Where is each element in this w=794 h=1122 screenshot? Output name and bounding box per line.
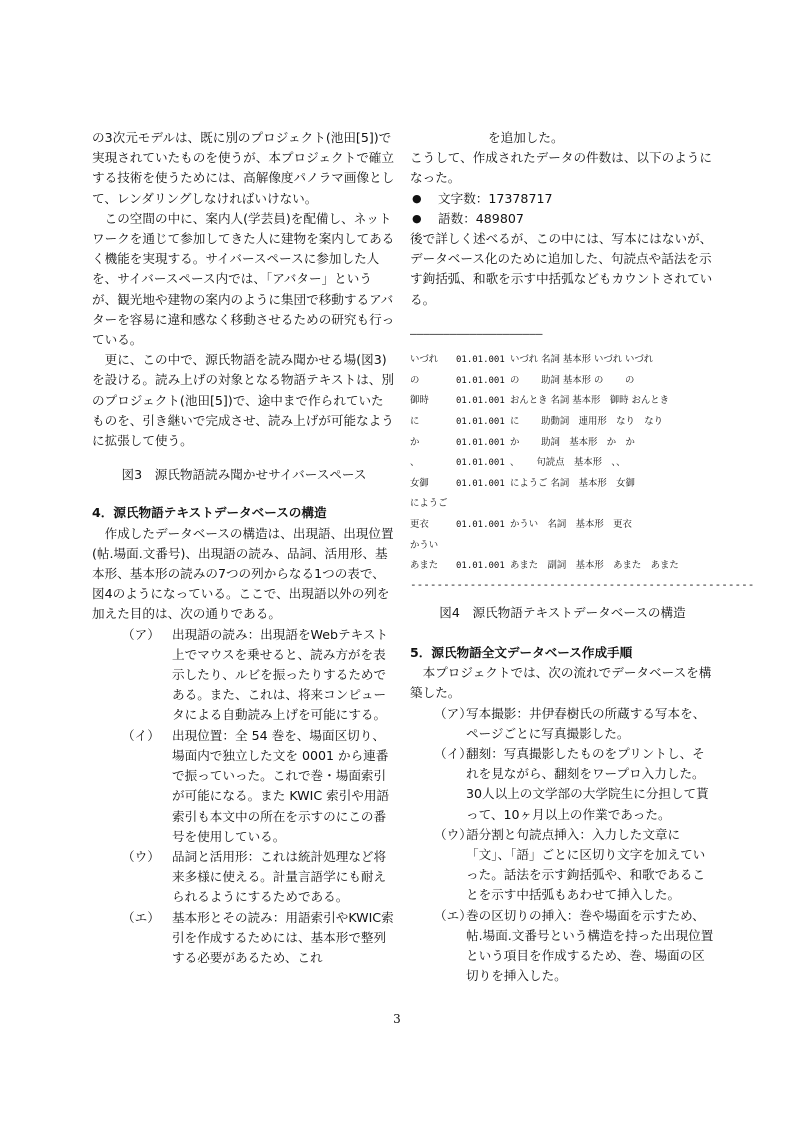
table-cell-position: 01.01.001 (456, 355, 505, 366)
table-cell-position: 01.01.001 (456, 396, 505, 407)
list-text: 品詞と活用形：これは統計処理など将来多様に使える。計量言語学にも耐えられるようにするためである。 (172, 848, 387, 905)
list-item (92, 726, 396, 847)
table-cell-attributes: おんとき 名詞 基本形 御時 おんとき (510, 395, 669, 407)
figure4-caption: 図4 源氏物語テキストデータベースの構造 (439, 604, 686, 620)
list-marker: （ア） (122, 626, 160, 642)
table-row (410, 556, 679, 577)
database-structure-table (410, 350, 679, 577)
table-cell-word: 、 (410, 457, 420, 469)
table-row (410, 515, 679, 536)
list-item (92, 625, 396, 726)
table-cell-position: 01.01.001 (456, 519, 505, 530)
section4-heading: 4．源氏物語テキストデータベースの構造 (92, 505, 327, 521)
paragraph: 後で詳しく述べるが、この中には、写本にはないが、データベース化のために追加した、句読点や話法を示す鉤括弧、和歌を示す中括弧などもカウントされている。 (410, 231, 713, 307)
list-marker: （エ） (434, 907, 472, 923)
table-top-rule: ———————————————————— (410, 326, 543, 340)
list-marker: （イ） (122, 727, 160, 743)
table-cell-position: 01.01.001 (456, 417, 505, 427)
table-cell-position: 01.01.001 (456, 458, 505, 469)
page-number: 3 (393, 1012, 401, 1026)
paragraph: 作成したデータベースの構造は、出現語、出現位置(帖.場面.文番号)、出現語の読み、品詞、活用形、基本形、基本形の読みの7つの列からなる1つの表で、図4のようになっている。ここで、出現語以外の列を加えた目的は、次の通りである。 (92, 525, 394, 622)
table-cell-attributes (510, 494, 679, 515)
table-cell-word: かうい (410, 539, 439, 551)
table-cell-word: 女御 (410, 477, 429, 489)
table-cell-attributes: か 助詞 基本形 か か (510, 436, 635, 448)
purpose-list (92, 625, 396, 968)
table-cell-attributes: の 助詞 基本形 の の (510, 374, 635, 386)
paragraph: この空間の中に、案内人(学芸員)を配備し、ネットワークを通じて参加してきた人に建物を案内してあるく機能を実現する。サイバースペースに参加した人を、サイバースペース内では、「アバター」というが、観光地や建物の案内のように集団で移動するアバターを容易に違和感なく移動させるための研究も行っている。 (92, 210, 395, 348)
table-cell-attributes: かうい 名詞 基本形 更衣 (510, 518, 632, 530)
paragraph: 本プロジェクトでは、次の流れでデータベースを構築した。 (410, 665, 712, 701)
table-row (410, 453, 679, 474)
list-text: 語分割と句読点挿入：入力した文章に「文」、「語」ごとに区切り文字を加えていった。話法を示す鉤括弧や、和歌であることを示す中括弧もあわせて挿入した。 (466, 826, 706, 903)
list-marker: （ウ） (122, 848, 160, 864)
procedure-list (410, 704, 715, 987)
table-cell-position (456, 535, 510, 556)
table-row (410, 391, 679, 412)
left-column (92, 128, 396, 968)
section5-heading: 5．源氏物語全文データベース作成手順 (410, 644, 633, 660)
list-marker: （エ） (122, 909, 160, 925)
list-marker: （ウ） (434, 826, 472, 842)
list-marker: （イ） (434, 745, 472, 761)
table-cell-position: 01.01.001 (456, 561, 505, 572)
table-cell-attributes: にようご 名詞 基本形 女御 (510, 477, 635, 489)
table-cell-position (456, 494, 510, 515)
table-cell-word: 更衣 (410, 518, 429, 530)
table-cell-position: 01.01.001 (456, 375, 505, 386)
list-item (410, 704, 715, 744)
paragraph-continuation: を追加した。 (488, 130, 564, 145)
table-row (410, 371, 679, 392)
table-cell-position: 01.01.001 (456, 478, 505, 489)
paragraph: の3次元モデルは、既に別のプロジェクト(池田[5])で実現されていたものを使うが、本プロジェクトで確立する技術を使うためには、高解像度パノラマ画像として、レンダリングしなければいけない。 (92, 130, 395, 206)
list-text: 写本撮影：井伊春樹氏の所蔵する写本を、ページごとに写真撮影した。 (466, 705, 706, 741)
table-row (410, 494, 679, 515)
list-text: 出現位置：全 54 巻を、場面区切り、場面内で独立した文を 0001 から連番で振っていった。これで巻・場面索引が可能になる。また KWIC 索引や用語索引も本文中の所在を示すのにこの番号を使用している。 (172, 727, 390, 844)
table-row (410, 432, 679, 453)
table-cell-attributes: あまた 副詞 基本形 あまた あまた (510, 560, 679, 572)
list-text: 出現語の読み：出現語をWebテキスト上でマウスを乗せると、読み方がを表示したり、ルビを振ったりするためである。また、これは、将来コンピュータによる自動読み上げを可能にする。 (172, 626, 389, 723)
bullet-text: 語数：489807 (438, 210, 524, 226)
list-text: 巻の区切りの挿入：巻や場面を示すため、帖.場面.文番号という構造を持った出現位置という項目を作成するため、巻、場面の区切りを挿入した。 (466, 907, 714, 984)
table-cell-attributes: いづれ 名詞 基本形 いづれ いづれ (510, 354, 654, 366)
table-cell-attributes: に 助動詞 連用形 なり なり (510, 416, 663, 427)
bullet-icon: ● (412, 191, 422, 205)
table-cell-word: の (410, 374, 420, 386)
table-cell-word: か (410, 436, 420, 448)
list-text: 翻刻：写真撮影したものをプリントし、それを見ながら、翻刻をワープロ入力した。30人以上の文学部の大学院生に分担して貰って、10ヶ月以上の作業であった。 (466, 745, 709, 822)
figure3-caption: 図3 源氏物語読み聞かせサイバースペース (121, 467, 367, 483)
table-cell-attributes: 、 句読点 基本形 、、 (510, 457, 626, 469)
table-bottom-rule: ---------------------------------------------------- (410, 577, 755, 591)
bullet-item (410, 209, 715, 229)
list-item (410, 744, 715, 825)
list-item (410, 906, 715, 987)
paragraph: 更に、この中で、源氏物語を読み聞かせる場(図3)を設ける。読み上げの対象となる物語テキストは、別のプロジェクト(池田[5])で、途中まで作られていたものを、引き継いで完成させ、読み上げが可能なように拡張して使う。 (92, 352, 394, 449)
bullet-icon: ● (412, 211, 422, 225)
bullet-item (410, 189, 715, 209)
table-row (410, 474, 679, 495)
table-cell-word: に (410, 416, 420, 427)
table-row (410, 412, 679, 433)
table-cell-word: いづれ (410, 354, 439, 366)
table-cell-attributes (510, 535, 679, 556)
list-marker: （ア） (434, 705, 472, 721)
table-row (410, 350, 679, 371)
table-cell-word: あまた (410, 560, 439, 572)
list-item (410, 825, 715, 906)
table-cell-word: 御時 (410, 395, 429, 407)
table-row (410, 535, 679, 556)
paragraph: こうして、作成されたデータの件数は、以下のようになった。 (410, 150, 712, 186)
table-cell-position: 01.01.001 (456, 437, 505, 448)
list-item (92, 908, 396, 969)
table-cell-word: にようご (410, 498, 448, 510)
bullet-text: 文字数：17378717 (438, 190, 553, 206)
list-item (92, 847, 396, 908)
list-text: 基本形とその読み：用語索引やKWIC索引を作成するためには、基本形で整列する必要があるため、これ (172, 909, 394, 965)
right-column (410, 128, 755, 986)
